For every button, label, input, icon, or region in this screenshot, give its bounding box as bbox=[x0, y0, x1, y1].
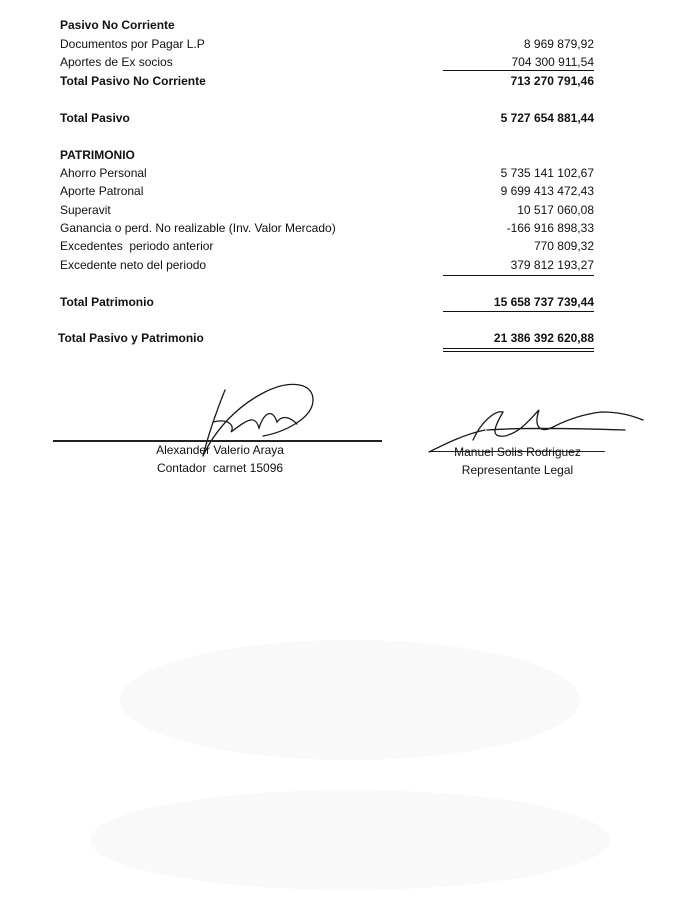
representante-name: Manuel Solis Rodriguez bbox=[454, 445, 581, 459]
line-item-label: Documentos por Pagar L.P bbox=[60, 37, 205, 51]
total-value: 5 727 654 881,44 bbox=[500, 111, 594, 125]
line-item-ganancia-perdida bbox=[60, 219, 594, 237]
representante-role: Representante Legal bbox=[461, 463, 574, 477]
line-item-value: 379 812 193,27 bbox=[510, 258, 594, 272]
line-item-value: 5 735 141 102,67 bbox=[500, 166, 594, 180]
line-item-label: Ganancia o perd. No realizable (Inv. Valor Mercado) bbox=[60, 221, 336, 235]
section-heading-label: PATRIMONIO bbox=[60, 148, 135, 162]
double-underline-bottom bbox=[443, 351, 594, 352]
total-rule bbox=[443, 311, 594, 312]
line-item-value: 770 809,32 bbox=[533, 239, 594, 253]
scan-noise bbox=[120, 640, 580, 760]
line-item-value: 9 699 413 472,43 bbox=[500, 184, 594, 198]
total-label: Total Pasivo y Patrimonio bbox=[58, 331, 204, 345]
total-patrimonio-row bbox=[60, 293, 594, 311]
section-heading-patrimonio bbox=[60, 146, 594, 164]
scan-noise bbox=[90, 790, 610, 890]
line-item-value: 10 517 060,08 bbox=[517, 203, 594, 217]
total-value: 21 386 392 620,88 bbox=[493, 331, 594, 345]
line-item-label: Excedentes periodo anterior bbox=[60, 239, 214, 253]
line-item-label: Aporte Patronal bbox=[60, 184, 144, 198]
total-value: 15 658 737 739,44 bbox=[493, 295, 594, 309]
line-item-label: Ahorro Personal bbox=[60, 166, 147, 180]
line-item-documentos-por-pagar bbox=[60, 35, 594, 53]
contador-role: Contador carnet 15096 bbox=[156, 461, 284, 475]
subtotal-rule bbox=[443, 70, 594, 71]
section-heading-label: Pasivo No Corriente bbox=[60, 18, 175, 32]
line-item-superavit bbox=[60, 201, 594, 219]
line-item-label: Aportes de Ex socios bbox=[60, 55, 173, 69]
line-item-excedentes-anterior bbox=[60, 237, 594, 255]
line-item-ahorro-personal bbox=[60, 164, 594, 182]
line-item-label: Superavit bbox=[60, 203, 111, 217]
subtotal-rule bbox=[443, 275, 594, 276]
line-item-value: -166 916 898,33 bbox=[506, 221, 594, 235]
total-label: Total Patrimonio bbox=[60, 295, 154, 309]
total-label: Total Pasivo No Corriente bbox=[60, 74, 206, 88]
total-pasivo-patrimonio-row bbox=[58, 329, 594, 347]
line-item-excedente-neto bbox=[60, 256, 594, 274]
line-item-aportes-ex-socios bbox=[60, 53, 594, 71]
total-pasivo-row bbox=[60, 109, 594, 127]
line-item-aporte-patronal bbox=[60, 182, 594, 200]
line-item-value: 8 969 879,92 bbox=[523, 37, 594, 51]
total-label: Total Pasivo bbox=[60, 111, 130, 125]
line-item-label: Excedente neto del periodo bbox=[60, 258, 207, 272]
total-value: 713 270 791,46 bbox=[510, 74, 594, 88]
total-pasivo-no-corriente-row bbox=[60, 72, 594, 90]
line-item-value: 704 300 911,54 bbox=[511, 55, 594, 69]
section-heading-pasivo-no-corriente bbox=[60, 16, 594, 34]
contador-name: Alexander Valerio Araya bbox=[156, 443, 284, 457]
double-underline-top bbox=[443, 348, 594, 349]
